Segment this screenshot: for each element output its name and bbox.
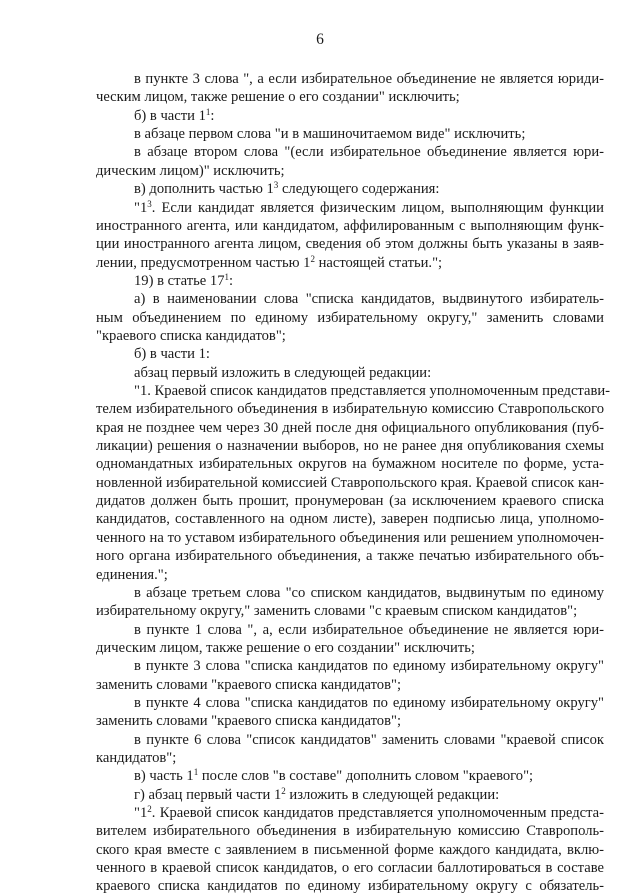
- text-line: ченного на то уставом избирательного объединения или решением уполномочен-: [96, 529, 604, 546]
- page-number: 6: [316, 31, 324, 48]
- text-line: ческим лицом, также решение о его создании" исключить;: [96, 89, 460, 106]
- text-line: лении, предусмотренном частью $1^2$ настоящей статьи.";: [96, 253, 443, 271]
- text-line: 19) в статье $17^1$:: [134, 271, 234, 289]
- text-line: в пункте 6 слова "список кандидатов" заменить словами "краевой список: [134, 731, 604, 748]
- text-line: одномандатных избирательных округов на бумажном носителе по форме, уста-: [96, 456, 604, 473]
- text-line: заменить словами "краевого списка кандидатов";: [96, 676, 402, 693]
- text-line: в пункте 4 слова "списка кандидатов по единому избирательному округу": [134, 694, 604, 711]
- text-line: в) часть $1^1$ после слов "в составе" дополнить словом "краевого";: [134, 767, 534, 785]
- text-line: в пункте 3 слова ", а если избирательное объединение не является юриди-: [134, 71, 604, 87]
- text-line: дидатов должен быть прошит, пронумерован (за исключением краевого списка: [96, 493, 604, 510]
- text-line: вителем избирательного объединения в избирательную комиссию Ставрополь-: [96, 823, 604, 840]
- text-line: г) абзац первый части $1^2$ изложить в следующей редакции:: [134, 785, 500, 803]
- text-line: ного органа избирательного объединения, а также печатью избирательного объ-: [96, 548, 604, 565]
- text-line: телем избирательного объединения в избирательную комиссию Ставропольского: [96, 401, 604, 418]
- text-line: кандидатов, составленного на одном листе), заверен подписью лица, уполномо-: [96, 511, 604, 528]
- text-line: "$1^2$. Краевой список кандидатов представляется уполномоченным предста-: [134, 804, 604, 821]
- text-line: ченного в краевой список кандидатов, о его согласии баллотироваться в составе: [96, 860, 604, 877]
- text-line: ского края вместе с заявлением в письменной форме каждого кандидата, вклю-: [96, 841, 604, 858]
- text-line: новленной избирательной комиссией Ставропольского края. Краевой список кан-: [96, 474, 604, 491]
- text-line: в пункте 3 слова "списка кандидатов по единому избирательному округу": [134, 658, 604, 675]
- text-line: избирательному округу," заменить словами "с краевым списком кандидатов";: [96, 603, 578, 620]
- text-line: в абзаце втором слова "(если избирательное объединение является юри-: [134, 144, 604, 161]
- text-line: б) в части 1:: [134, 346, 210, 363]
- text-line: ным объединением по единому избирательному округу," заменить словами: [96, 309, 604, 326]
- text-line: абзац первый изложить в следующей редакции:: [134, 364, 432, 381]
- text-line: "$1^3$. Если кандидат является физическим лицом, выполняющим функции: [134, 198, 604, 216]
- text-line: в) дополнить частью $1^3$ следующего содержания:: [134, 180, 440, 198]
- text-line: ции иностранного агента лицом, сведения об этом должны быть указаны в заяв-: [96, 236, 604, 253]
- text-line: "краевого списка кандидатов";: [96, 327, 286, 344]
- text-line: дическим лицом, также решение о его создании" исключить;: [96, 639, 475, 656]
- text-line: б) в части $1^1$:: [134, 106, 215, 124]
- text-line: единения.";: [96, 566, 168, 583]
- text-line: "1. Краевой список кандидатов представляется уполномоченным представи-: [134, 383, 611, 399]
- text-line: в пункте 1 слова ", а, если избирательное объединение не является юри-: [134, 621, 604, 638]
- text-line: иностранного агента, или кандидатом, аффилированным с выполняющим функ-: [96, 217, 604, 234]
- text-line: краевого списка кандидатов по единому избирательному округу с обязатель-: [96, 878, 604, 895]
- text-line: заменить словами "краевого списка кандидатов";: [96, 713, 402, 730]
- text-line: кандидатов";: [96, 750, 177, 766]
- text-line: а) в наименовании слова "списка кандидатов, выдвинутого избиратель-: [134, 291, 604, 308]
- text-line: края не позднее чем через 30 дней после дня официального опубликования (пуб-: [96, 419, 604, 436]
- text-line: ликации) решения о назначении выборов, но не ранее дня опубликования схемы: [96, 438, 604, 454]
- text-line: в абзаце третьем слова "со списком кандидатов, выдвинутым по единому: [134, 584, 604, 601]
- text-line: дическим лицом)" исключить;: [96, 162, 285, 179]
- text-line: в абзаце первом слова "и в машиночитаемом виде" исключить;: [134, 126, 526, 143]
